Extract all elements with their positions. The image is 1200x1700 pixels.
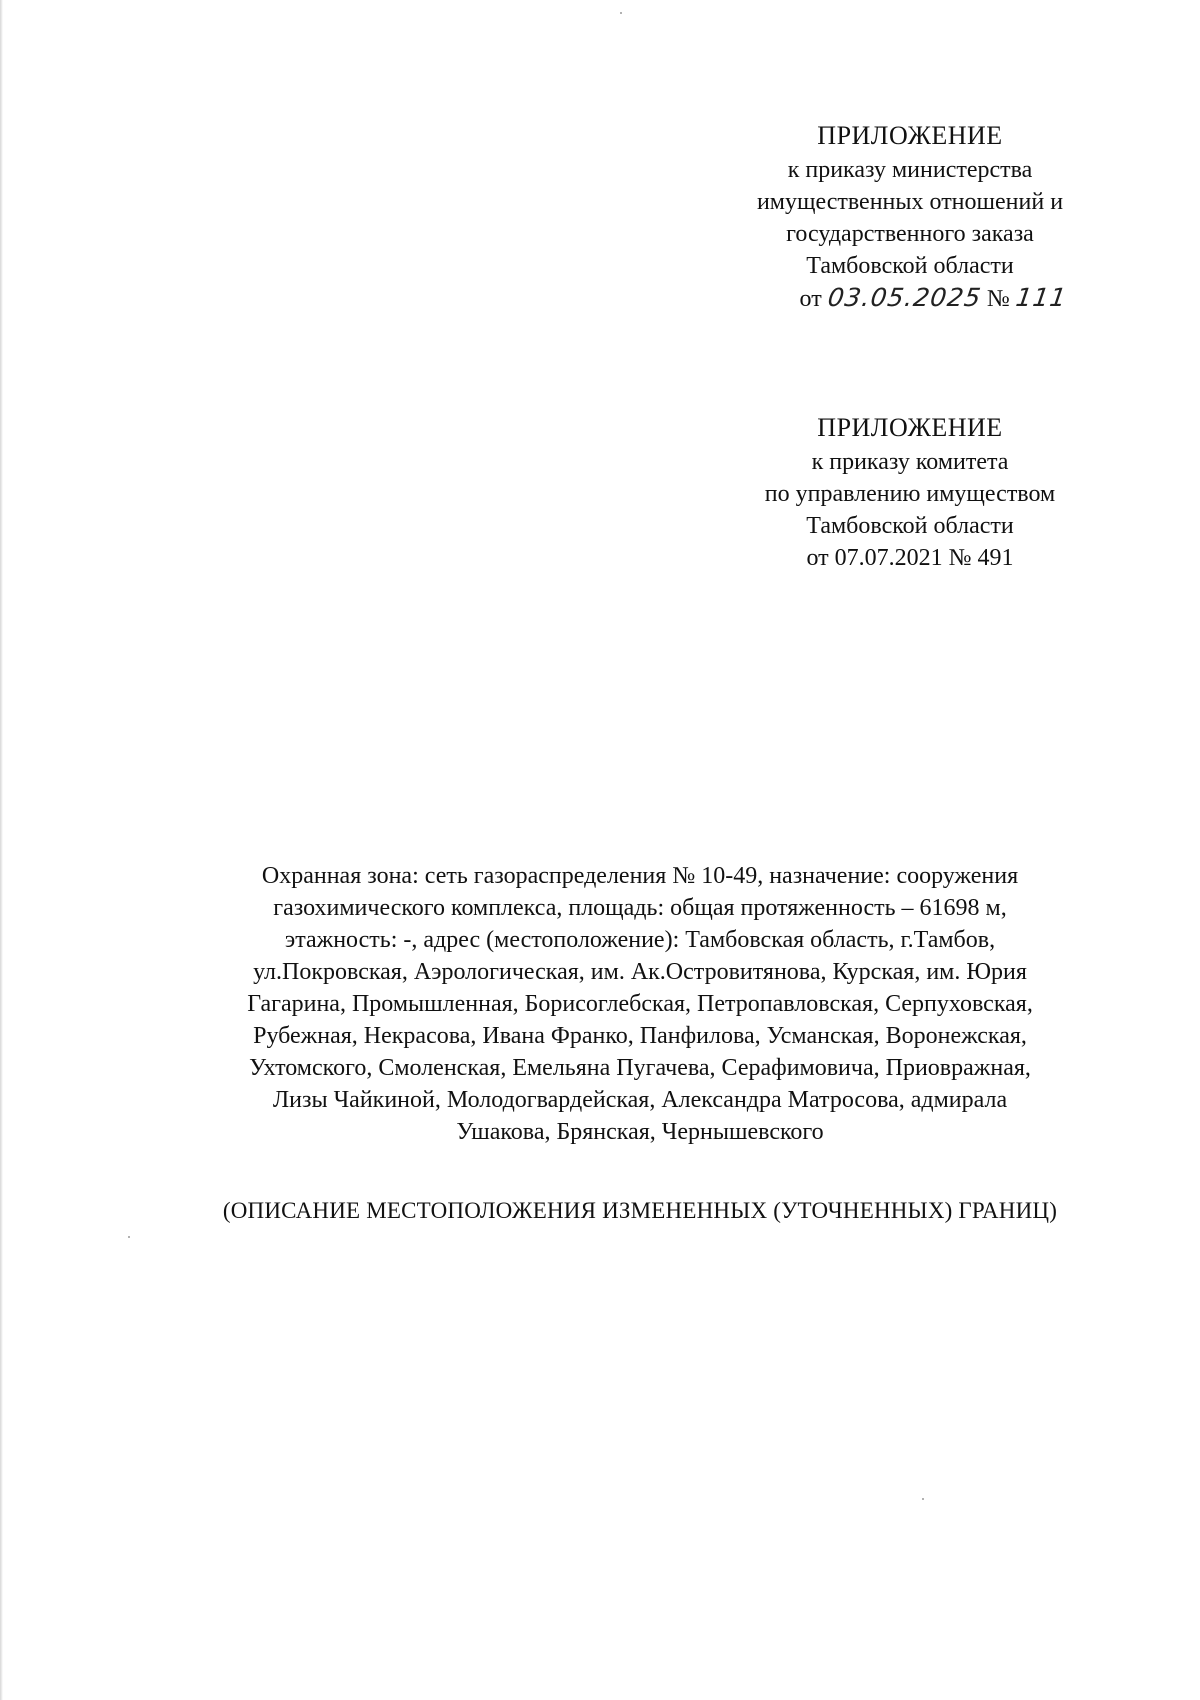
scan-speck	[128, 1236, 130, 1238]
appendix-line: Тамбовской области	[806, 253, 1014, 279]
boundary-caption: (ОПИСАНИЕ МЕСТОПОЛОЖЕНИЯ ИЗМЕНЕННЫХ (УТОЧНЕННЫХ) ГРАНИЦ)	[222, 1198, 1058, 1223]
zone-description-paragraph	[160, 860, 1120, 1148]
appendix-line: к приказу комитета	[811, 449, 1009, 475]
body-line: Ухтомского, Смоленская, Емельяна Пугачева, Серафимовича, Приовражная,	[249, 1055, 1031, 1081]
body-line: Ушакова, Брянская, Чернышевского	[456, 1119, 824, 1145]
scan-speck	[922, 1498, 924, 1500]
appendix-heading: ПРИЛОЖЕНИЕ	[817, 413, 1003, 442]
handwritten-date: 03.05.2025	[825, 283, 983, 312]
appendix-line: имущественных отношений и	[756, 189, 1064, 215]
scan-speck	[620, 12, 622, 14]
appendix-header-previous	[730, 410, 1090, 574]
zone-description	[160, 860, 1120, 1148]
body-line: ул.Покровская, Аэрологическая, им. Ак.Островитянова, Курская, им. Юрия	[253, 959, 1027, 985]
body-line: Гагарина, Промышленная, Борисоглебская, Петропавловская, Серпуховская,	[247, 991, 1033, 1017]
body-line: Лизы Чайкиной, Молодогвардейская, Александра Матросова, адмирала	[272, 1087, 1008, 1113]
appendix-heading: ПРИЛОЖЕНИЕ	[817, 121, 1003, 150]
scan-edge	[0, 0, 3, 1700]
number-label: №	[986, 286, 1010, 312]
body-line: Охранная зона: сеть газораспределения № 10-49, назначение: сооружения	[261, 863, 1019, 889]
handwritten-number: 111	[1013, 283, 1069, 312]
appendix-line: по управлению имуществом	[764, 481, 1056, 507]
appendix-header-current	[730, 118, 1090, 315]
body-line: Рубежная, Некрасова, Ивана Франко, Панфилова, Усманская, Воронежская,	[253, 1023, 1027, 1049]
body-line: газохимического комплекса, площадь: общая протяженность – 61698 м,	[273, 895, 1007, 921]
appendix-line: от 07.07.2021 № 491	[806, 545, 1014, 571]
body-line: этажность: -, адрес (местоположение): Тамбовская область, г.Тамбов,	[284, 927, 996, 953]
appendix-line: Тамбовской области	[806, 513, 1014, 539]
appendix-date-line	[730, 282, 1090, 315]
date-prefix: от	[799, 286, 822, 312]
appendix-line: к приказу министерства	[787, 157, 1033, 183]
appendix-line: государственного заказа	[786, 221, 1034, 247]
